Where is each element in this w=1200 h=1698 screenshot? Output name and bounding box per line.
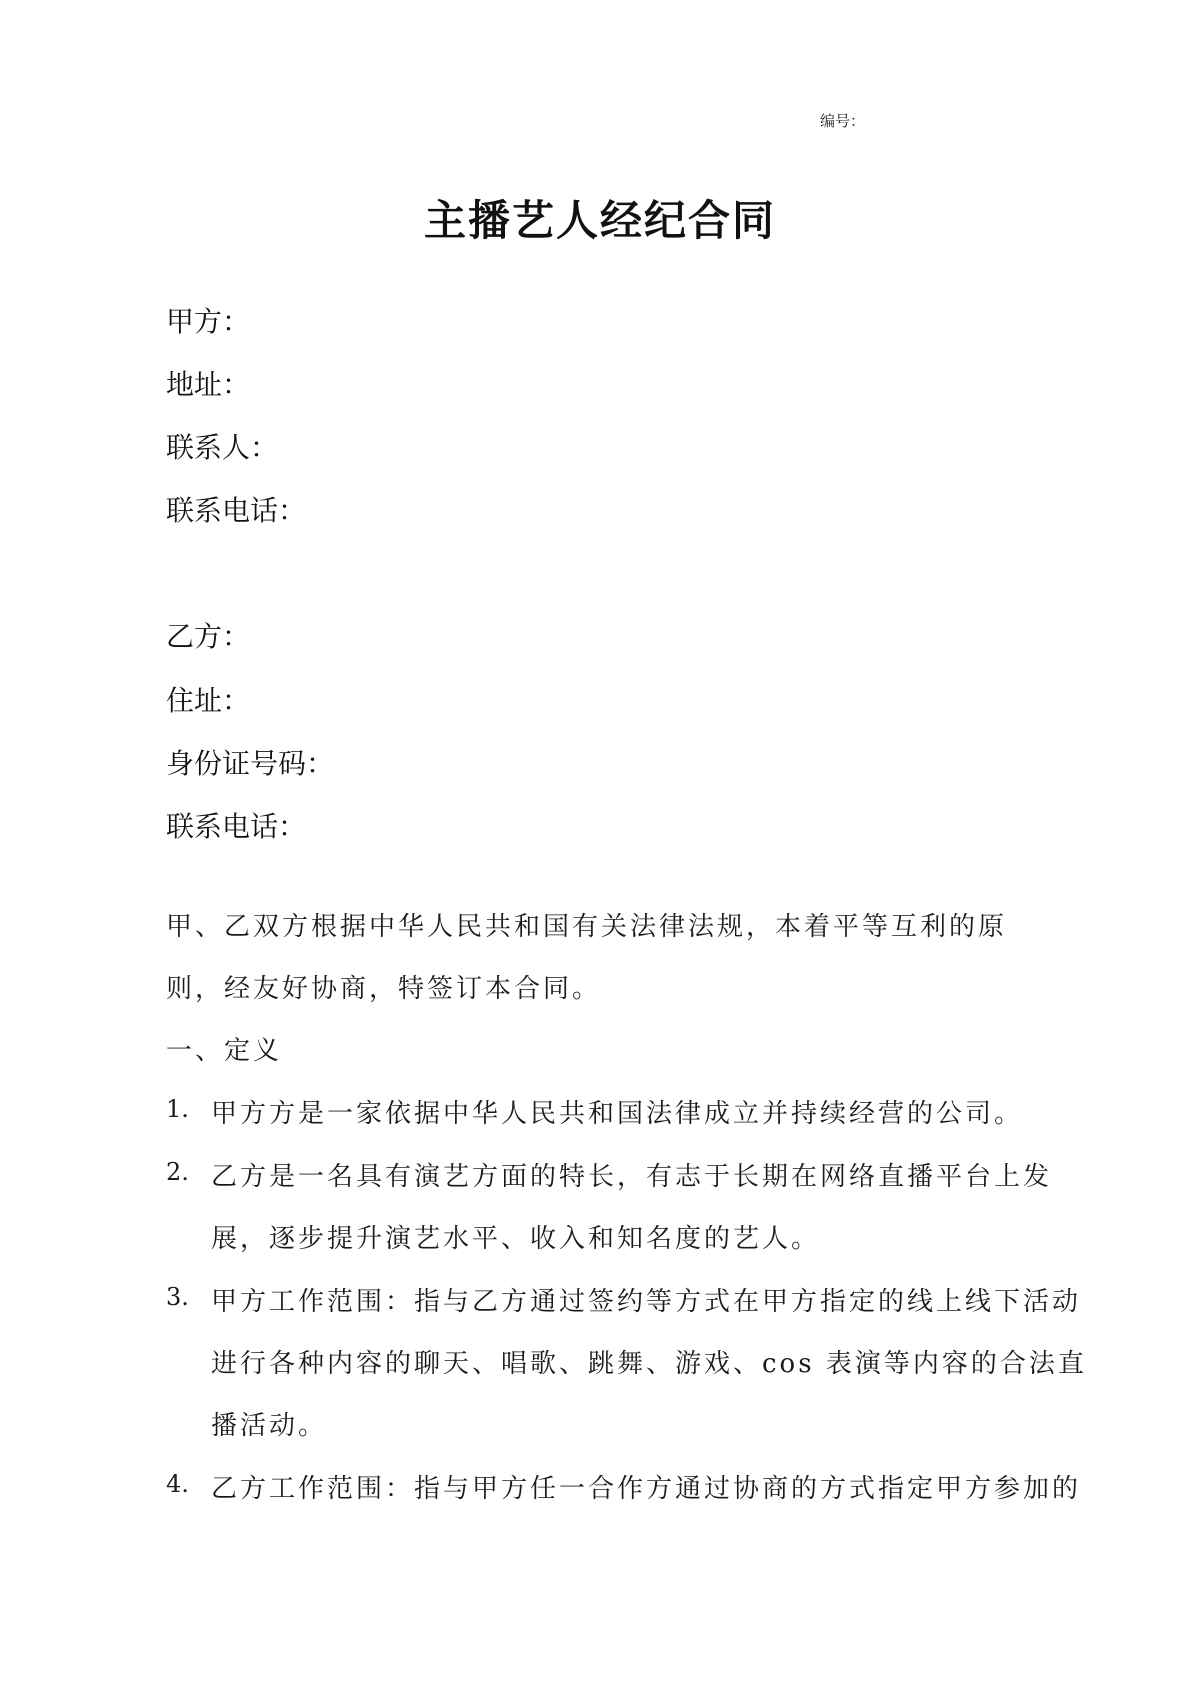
clause-number: 4. xyxy=(166,1470,189,1498)
clause-line: 展，逐步提升演艺水平、收入和知名度的艺人。 xyxy=(211,1224,821,1254)
party-b-id-label: 身份证号码： xyxy=(166,747,335,780)
party-a-name-label: 甲方： xyxy=(166,305,251,338)
party-b-name-label: 乙方： xyxy=(166,620,251,653)
party-a-contact-label: 联系人： xyxy=(166,431,279,464)
clause-line: 播活动。 xyxy=(211,1411,328,1441)
party-b-address-label: 住址： xyxy=(166,684,251,717)
clause-number: 1. xyxy=(166,1095,189,1123)
clause-line: 甲方工作范围：指与乙方通过签约等方式在甲方指定的线上线下活动 xyxy=(211,1287,1082,1317)
party-b-phone-label: 联系电话： xyxy=(166,810,307,843)
clause-number: 3. xyxy=(166,1283,189,1311)
contract-title: 主播艺人经纪合同 xyxy=(423,196,776,245)
section-heading-definitions: 一、定义 xyxy=(166,1036,283,1066)
clause-line: 进行各种内容的聊天、唱歌、跳舞、游戏、cos 表演等内容的合法直 xyxy=(211,1349,1087,1379)
intro-line-2: 则，经友好协商，特签订本合同。 xyxy=(166,974,602,1004)
clause-line: 甲方方是一家依据中华人民共和国法律成立并持续经营的公司。 xyxy=(211,1099,1024,1129)
party-a-address-label: 地址： xyxy=(166,368,251,401)
party-a-phone-label: 联系电话： xyxy=(166,494,307,527)
document-number-label: 编号： xyxy=(820,112,866,130)
intro-line-1: 甲、乙双方根据中华人民共和国有关法律法规，本着平等互利的原 xyxy=(166,912,1008,942)
clause-number: 2. xyxy=(166,1158,189,1186)
clause-line: 乙方工作范围：指与甲方任一合作方通过协商的方式指定甲方参加的 xyxy=(211,1474,1082,1504)
clause-line: 乙方是一名具有演艺方面的特长，有志于长期在网络直播平台上发 xyxy=(211,1162,1053,1192)
